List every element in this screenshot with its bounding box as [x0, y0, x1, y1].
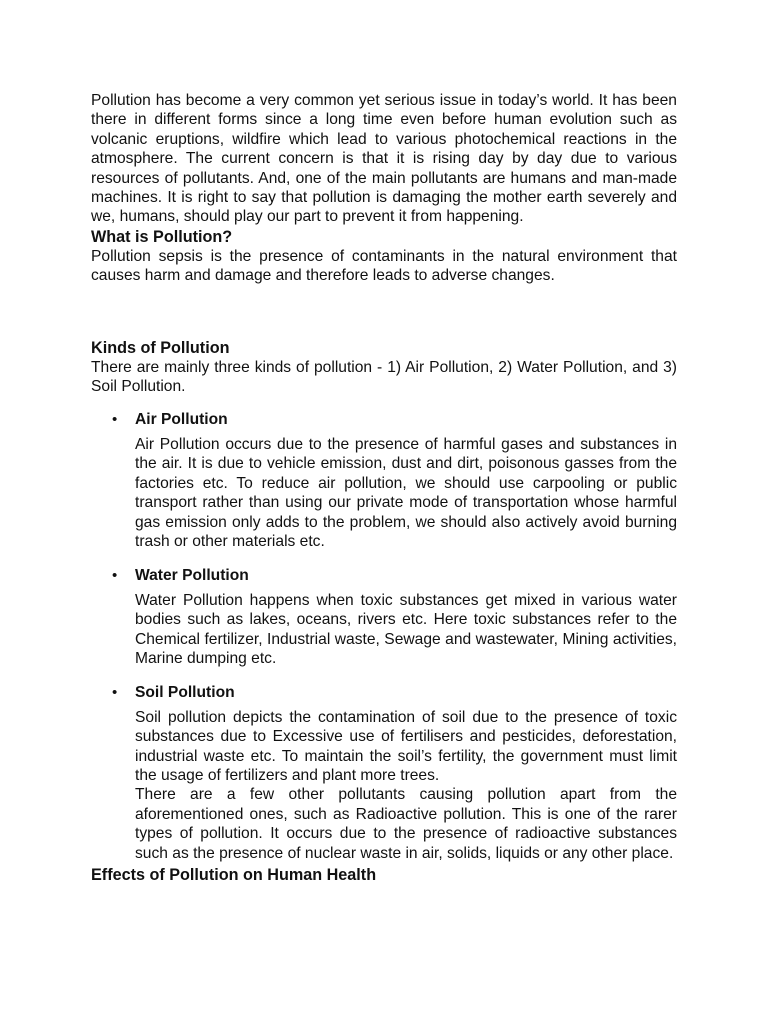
- soil-pollution-title: Soil Pollution: [135, 684, 235, 702]
- effects-on-health-heading: Effects of Pollution on Human Health: [91, 866, 377, 884]
- air-pollution-title: Air Pollution: [135, 411, 228, 429]
- bullet-icon: •: [112, 567, 118, 585]
- pollution-kinds-list: [91, 410, 677, 863]
- bullet-icon: •: [112, 411, 118, 429]
- what-is-pollution-paragraph: Pollution sepsis is the presence of contaminants in the natural environment that causes harm and damage and therefore leads to adverse changes.: [91, 247, 677, 285]
- other-pollutants-text: There are a few other pollutants causing pollution apart from the aforementioned ones, such as Radioactive pollution. This is one of the rarer types of pollution. It occurs due to the presence of radioactive substances such as the presence of nuclear waste in air, solids, liquids or any other place.: [135, 786, 677, 862]
- what-is-pollution-heading: What is Pollution?: [91, 227, 233, 246]
- air-pollution-text: Air Pollution occurs due to the presence of harmful gases and substances in the air. It is due to vehicle emission, dust and dirt, poisonous gasses from the factories etc. To reduce air pollution, we should use carpooling or public transport rather than using our private mode of transportation whose harmful gas emission only adds to the problem, we should also actively avoid burning trash or other materials etc.: [135, 435, 677, 550]
- water-pollution-text: Water Pollution happens when toxic substances get mixed in various water bodies such as lakes, oceans, rivers etc. Here toxic substances refer to the Chemical fertilizer, Industrial waste, Sewage and wastewater, Mining activities, Marine dumping etc.: [135, 591, 677, 667]
- intro-paragraph: Pollution has become a very common yet serious issue in today’s world. It has been there in different forms since a long time even before human evolution such as volcanic eruptions, wildfire which lead to various photochemical reactions in the atmosphere. The current concern is that it is rising day by day due to various resources of pollutants. And, one of the main pollutants are humans and man-made machines. It is right to say that pollution is damaging the mother earth severely and we, humans, should play our part to prevent it from happening.: [91, 92, 677, 226]
- list-item-air-pollution: [91, 410, 677, 551]
- soil-pollution-text: Soil pollution depicts the contamination of soil due to the presence of toxic substances due to Excessive use of fertilisers and pesticides, deforestation, industrial waste etc. To maintain the soil’s fertility, the government must limit the usage of fertilizers and plant more trees.: [135, 708, 677, 784]
- list-item-soil-pollution: [91, 683, 677, 863]
- water-pollution-title: Water Pollution: [135, 567, 249, 585]
- document-page: [91, 91, 677, 885]
- bullet-icon: •: [112, 684, 118, 702]
- kinds-of-pollution-heading: Kinds of Pollution: [91, 338, 230, 357]
- kinds-of-pollution-paragraph: There are mainly three kinds of pollution - 1) Air Pollution, 2) Water Pollution, and 3) Soil Pollution.: [91, 358, 677, 396]
- list-item-water-pollution: [91, 566, 677, 668]
